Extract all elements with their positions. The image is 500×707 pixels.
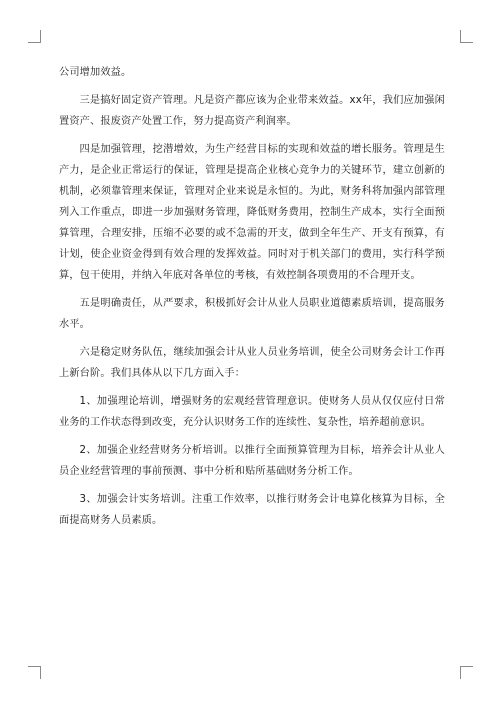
document-body [59, 62, 445, 531]
paragraph-continuation: 公司增加效益。 [59, 67, 132, 78]
crop-mark-bottom-right [460, 666, 473, 679]
paragraph-team-stability: 六是稳定财务队伍，继续加强会计从业人员业务培训，使全公司财务会计工作再上新台阶。我们具体从以下几方面入手： [59, 347, 445, 379]
paragraph-fixed-assets: 三是搞好固定资产管理。凡是资产都应该为企业带来效益。xx年，我们应加强闲置资产、报废资产处置工作，努力提高资产利润率。 [59, 95, 445, 127]
crop-mark-top-right [460, 30, 473, 43]
paragraph-analysis-training: 2、加强企业经营财务分析培训。以推行全面预算管理为目标，培养会计从业人员企业经营管理的事前预测、事中分析和贴所基础财务分析工作。 [59, 445, 445, 477]
crop-mark-bottom-left [28, 666, 41, 679]
paragraph-management: 四是加强管理，挖潜增效，为生产经营目标的实现和效益的增长服务。管理是生产力，是企业正常运行的保证，管理是提高企业核心竞争力的关键环节，建立创新的机制，必须靠管理来保证，管理对企业来说是永恒的。为此，财务科将加强内部管理列入工作重点，即进一步加强财务管理，降低财务费用，控制生产成本，实行全面预算管理，合理安排，压缩不必要的或不急需的开支，做到全年生产、开支有预算，有计划，使企业资金得到有效合理的发挥效益。同时对于机关部门的费用，实行科学预算，包干使用，并纳入年底对各单位的考核，有效控制各项费用的不合理开支。 [59, 144, 445, 281]
crop-mark-top-left [28, 30, 41, 43]
paragraph-practice-training: 3、加强会计实务培训。注重工作效率，以推行财务会计电算化核算为目标，全面提高财务人员素质。 [59, 494, 445, 526]
paragraph-responsibility: 五是明确责任，从严要求，积极抓好会计从业人员职业道德素质培训，提高服务水平。 [59, 298, 445, 330]
paragraph-theory-training: 1、加强理论培训，增强财务的宏观经营管理意识。使财务人员从仅仅应付日常业务的工作状态得到改变，充分认识财务工作的连续性、复杂性，培养超前意识。 [59, 396, 445, 428]
